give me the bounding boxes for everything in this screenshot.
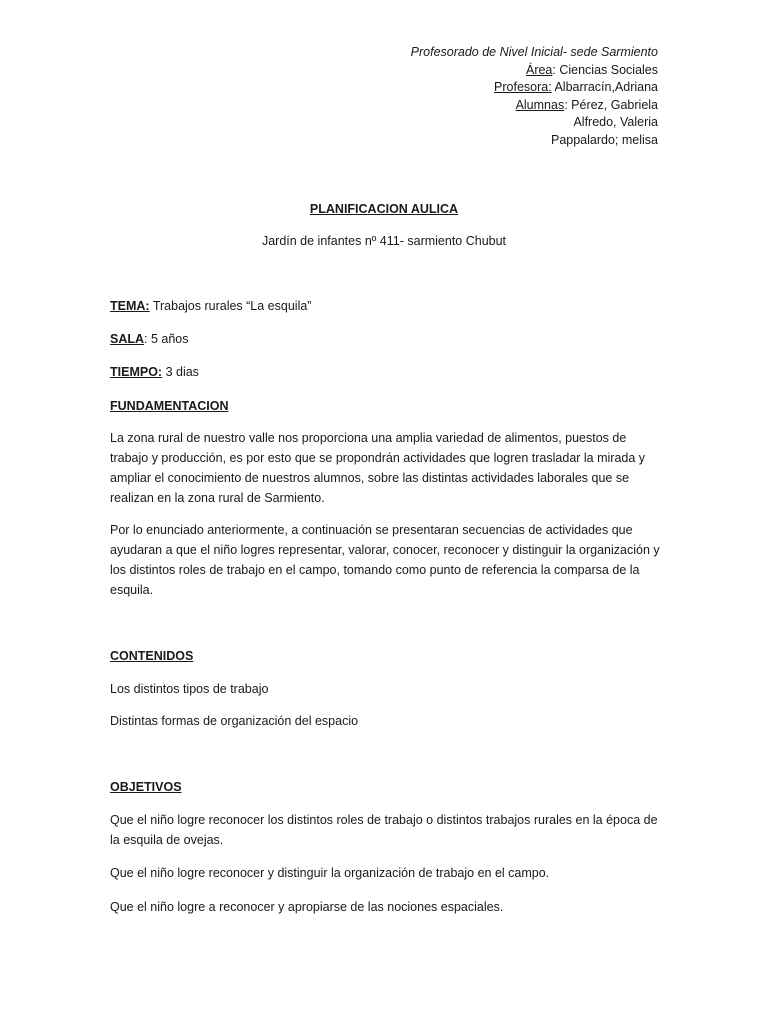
area-label: Área (525, 62, 553, 77)
document-subtitle: Jardín de infantes nº 411- sarmiento Chubut (261, 234, 507, 248)
contenido-item: Los distintos tipos de trabajo (110, 682, 269, 696)
tiempo-label: TIEMPO: (110, 365, 163, 379)
tema-label: TEMA: (110, 299, 150, 313)
fundamentacion-heading: FUNDAMENTACION (110, 399, 229, 413)
sala-label: SALA (110, 332, 145, 346)
objetivos-heading: OBJETIVOS (110, 780, 182, 794)
tema-value: Trabajos rurales “La esquila” (149, 299, 312, 313)
alumnas-value: : Pérez, Gabriela (564, 97, 658, 112)
sala-value: : 5 años (144, 332, 189, 346)
document-title: PLANIFICACION AULICA (309, 202, 459, 216)
objetivo-item: Que el niño logre reconocer y distinguir la organización de trabajo en el campo. (110, 866, 550, 880)
alumnas-line (411, 97, 658, 115)
tiempo-value: 3 dias (162, 365, 199, 379)
alumnas-label: Alumnas (515, 97, 565, 112)
tema-line (110, 297, 660, 316)
fundamentacion-paragraph-1: La zona rural de nuestro valle nos proporciona una amplia variedad de alimentos, puestos de trabajo y producción, es por esto que se propondrán actividades que logren trasladar la mirada y ampliar el conocimiento de nuestros alumnos, sobre las distintas actividades laborales que se realizan en la zona rural de Sarmiento. (110, 431, 646, 505)
contenidos-heading: CONTENIDOS (110, 649, 194, 663)
profesora-value: Albarracín,Adriana (551, 80, 658, 94)
area-line (411, 62, 658, 80)
sala-line (110, 330, 660, 349)
alumna-2: Alfredo, Valeria (573, 115, 658, 129)
area-value: : Ciencias Sociales (552, 62, 658, 77)
objetivo-item: Que el niño logre reconocer los distintos roles de trabajo o distintos trabajos rurales en la época de la esquila de ovejas. (110, 813, 658, 847)
profesora-line (411, 79, 658, 97)
profesora-label: Profesora: (494, 80, 552, 94)
contenido-item: Distintas formas de organización del espacio (110, 714, 359, 728)
institution-name: Profesorado de Nivel Inicial- sede Sarmiento (410, 45, 658, 59)
alumna-3: Pappalardo; melisa (550, 132, 658, 147)
objetivo-item: Que el niño logre a reconocer y apropiarse de las nociones espaciales. (110, 900, 504, 914)
tiempo-line (110, 363, 660, 382)
fundamentacion-paragraph-2: Por lo enunciado anteriormente, a continuación se presentaran secuencias de actividades que ayudaran a que el niño logres representar, valorar, conocer, reconocer y distinguir la organización y los distintos roles de trabajo en el campo, tomando como punto de referencia la comparsa de la esquila. (110, 523, 660, 597)
document-header (411, 44, 658, 149)
